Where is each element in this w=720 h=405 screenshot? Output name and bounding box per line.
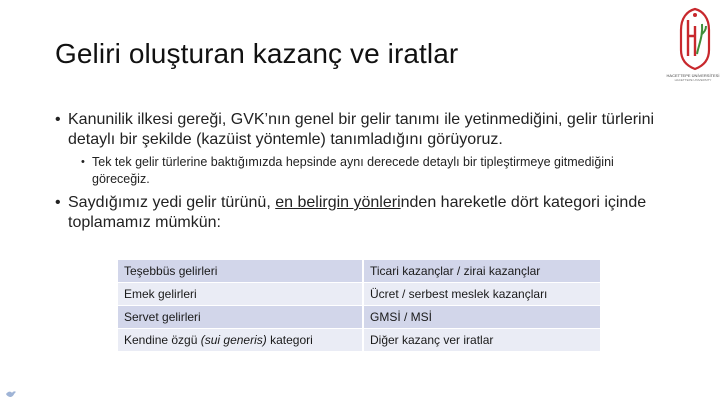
bullet-text-underlined: en belirgin yönleri — [275, 194, 401, 211]
bullet-text-prefix: Saydığımız yedi gelir türünü, — [68, 194, 276, 211]
bird-icon — [4, 388, 18, 400]
sub-bullet-item — [81, 154, 655, 187]
table-row — [118, 283, 600, 306]
university-emblem-icon — [676, 6, 714, 72]
category-text-suffix: kategori — [266, 333, 313, 347]
table-cell-category: Emek gelirleri — [118, 283, 363, 306]
table-row — [118, 306, 600, 329]
category-italic-text: (sui generis) — [200, 333, 267, 347]
income-categories-table — [118, 260, 600, 352]
table-row — [118, 260, 600, 283]
table-cell-income: GMSİ / MSİ — [363, 306, 600, 329]
table-cell-category: Servet gelirleri — [118, 306, 363, 329]
logo-caption-secondary: HACETTEPE UNIVERSITY — [674, 78, 712, 82]
bullet-item — [55, 193, 655, 233]
bullet-item — [55, 110, 655, 150]
bullet-dot: • — [55, 194, 61, 211]
slide-title: Geliri oluşturan kazanç ve iratlar — [55, 38, 459, 69]
category-text: Kendine özgü — [124, 333, 201, 347]
sub-bullet-text: Tek tek gelir türlerine baktığımızda hepsinde aynı derecede detaylı bir tipleştirmeye gitmediğini göreceğiz. — [92, 155, 614, 186]
bullet-dot: • — [55, 111, 61, 128]
bullet-list — [55, 110, 655, 233]
logo-caption: HACETTEPE ÜNİVERSİTESİ — [666, 73, 720, 78]
table-row — [118, 329, 600, 352]
bullet-dot: • — [81, 156, 85, 168]
table-cell-income: Ticari kazançlar / zirai kazançlar — [363, 260, 600, 283]
table-cell-income: Diğer kazanç ver iratlar — [363, 329, 600, 352]
bullet-text-suffix: nden hareketle dört kategori içinde toplamamız mümkün: — [68, 194, 647, 231]
bullet-text: Kanunilik ilkesi gereği, GVK’nın genel bir gelir tanımı ile yetinmediğini, gelir türlerini detaylı bir şekilde (kazüist yöntemle) tanımladığını görüyoruz. — [68, 111, 655, 148]
table-cell-category — [118, 329, 363, 352]
table-cell-category: Teşebbüs gelirleri — [118, 260, 363, 283]
table-cell-income: Ücret / serbest meslek kazançları — [363, 283, 600, 306]
